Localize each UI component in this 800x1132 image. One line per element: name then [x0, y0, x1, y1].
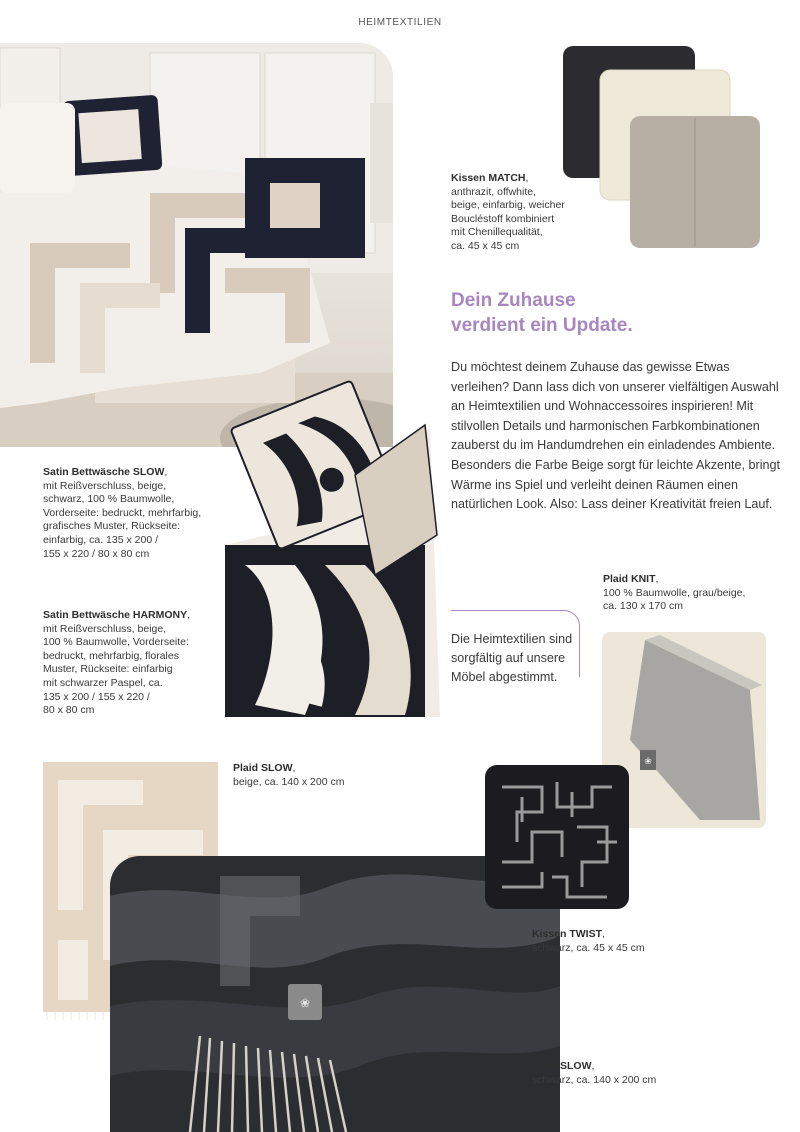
product-line: 155 x 220 / 80 x 80 cm [43, 547, 150, 560]
product-name: Plaid SLOW [532, 1060, 592, 1072]
product-line: 100 % Baumwolle, grau/beige, [603, 586, 746, 599]
product-line: 80 x 80 cm [43, 704, 95, 717]
caption-kissen-match: Kissen MATCH, anthrazit, offwhite, beige, einfarbig, weicher Boucléstoff kombiniert mit Chenillequalität, ca. 45 x 45 cm [451, 172, 565, 252]
svg-text:❀: ❀ [644, 757, 652, 767]
product-line: anthrazit, offwhite, [451, 185, 537, 198]
caption-satin-slow: Satin Bettwäsche SLOW, mit Reißverschluss, beige, schwarz, 100 % Baumwolle, Vorderseite: bedruckt, mehrfarbig, grafisches Muster, Rückseite: einfarbig, ca. 135 x 200 / 155 x 220 / 80 x 80 cm [43, 466, 202, 560]
product-line: mit Reißverschluss, beige, [43, 622, 167, 635]
product-line: grafisches Muster, Rückseite: [43, 520, 181, 533]
product-line: Muster, Rückseite: einfarbig [43, 663, 173, 676]
product-line: schwarz, ca. 140 x 200 cm [532, 1073, 657, 1086]
product-line: mit schwarzer Paspel, ca. [43, 676, 163, 689]
caption-plaid-slow-beige: Plaid SLOW, beige, ca. 140 x 200 cm [233, 762, 345, 788]
harmony-bedding-photo [215, 365, 440, 717]
product-name: Satin Bettwäsche HARMONY [43, 609, 188, 621]
product-line: mit Reißverschluss, beige, [43, 479, 167, 492]
product-line: beige, einfarbig, weicher [451, 199, 565, 212]
caption-plaid-knit: Plaid KNIT, 100 % Baumwolle, grau/beige, ca. 130 x 170 cm [603, 573, 746, 613]
section-label: HEIMTEXTILIEN [358, 17, 442, 28]
caption-kissen-twist: Kissen TWIST, schwarz, ca. 45 x 45 cm [532, 928, 645, 954]
product-line: einfarbig, ca. 135 x 200 / [43, 533, 158, 546]
product-line: schwarz, 100 % Baumwolle, [43, 493, 175, 506]
svg-text:❀: ❀ [299, 996, 311, 1010]
pull-quote: Die Heimtextilien sind sorgfältig auf unsere Möbel abgestimmt. [451, 632, 573, 684]
product-name: Kissen TWIST [532, 928, 603, 940]
floral-bedding-illustration [215, 365, 440, 717]
caption-plaid-slow-black: Plaid SLOW, schwarz, ca. 140 x 200 cm [532, 1060, 657, 1086]
product-line: beige, ca. 140 x 200 cm [233, 775, 345, 788]
product-name: Plaid KNIT [603, 573, 656, 585]
product-name: Plaid SLOW [233, 762, 293, 774]
headline-line-1: Dein Zuhause [451, 290, 576, 311]
product-line: bedruckt, mehrfarbig, florales [43, 649, 179, 662]
feature-body: Du möchtest deinem Zuhause das gewisse Etwas verleihen? Dann lass dich von unserer vielfältigen Auswahl an Heimtextilien und Wohnaccessoires inspirieren! Mit stilvollen Details und harmonischen Farbkombinationen zauberst du im Handumdrehen ein einladendes Ambiente. Besonders die Farbe Beige sorgt für leichte Akzente, bringt Wärme ins Spiel und verleiht deinen Räumen einen natürlichen Look. Also: Lass deiner Kreativität freien Lauf. [451, 360, 781, 512]
product-line: schwarz, ca. 45 x 45 cm [532, 941, 645, 954]
product-line: mit Chenillequalität, [451, 226, 543, 239]
caption-satin-harmony: Satin Bettwäsche HARMONY, mit Reißverschluss, beige, 100 % Baumwolle, Vorderseite: bedruckt, mehrfarbig, florales Muster, Rückseite: einfarbig mit schwarzer Paspel, ca. 135 x 200 / 155 x 220 / 80 x 80 cm [43, 609, 191, 717]
product-line: 100 % Baumwolle, Vorderseite: [43, 636, 189, 649]
headline-line-2: verdient ein Update. [451, 315, 633, 336]
product-line: ca. 45 x 45 cm [451, 239, 520, 252]
product-name: Satin Bettwäsche SLOW [43, 466, 165, 478]
product-name: Kissen MATCH [451, 172, 526, 184]
product-line: 135 x 200 / 155 x 220 / [43, 690, 150, 703]
kissen-twist-photo [482, 762, 632, 912]
product-line: Boucléstoff kombiniert [451, 212, 555, 225]
feature-headline [451, 288, 771, 338]
product-line: ca. 130 x 170 cm [603, 600, 683, 613]
twist-cushion-illustration [482, 762, 632, 912]
product-line: Vorderseite: bedruckt, mehrfarbig, [43, 506, 202, 519]
